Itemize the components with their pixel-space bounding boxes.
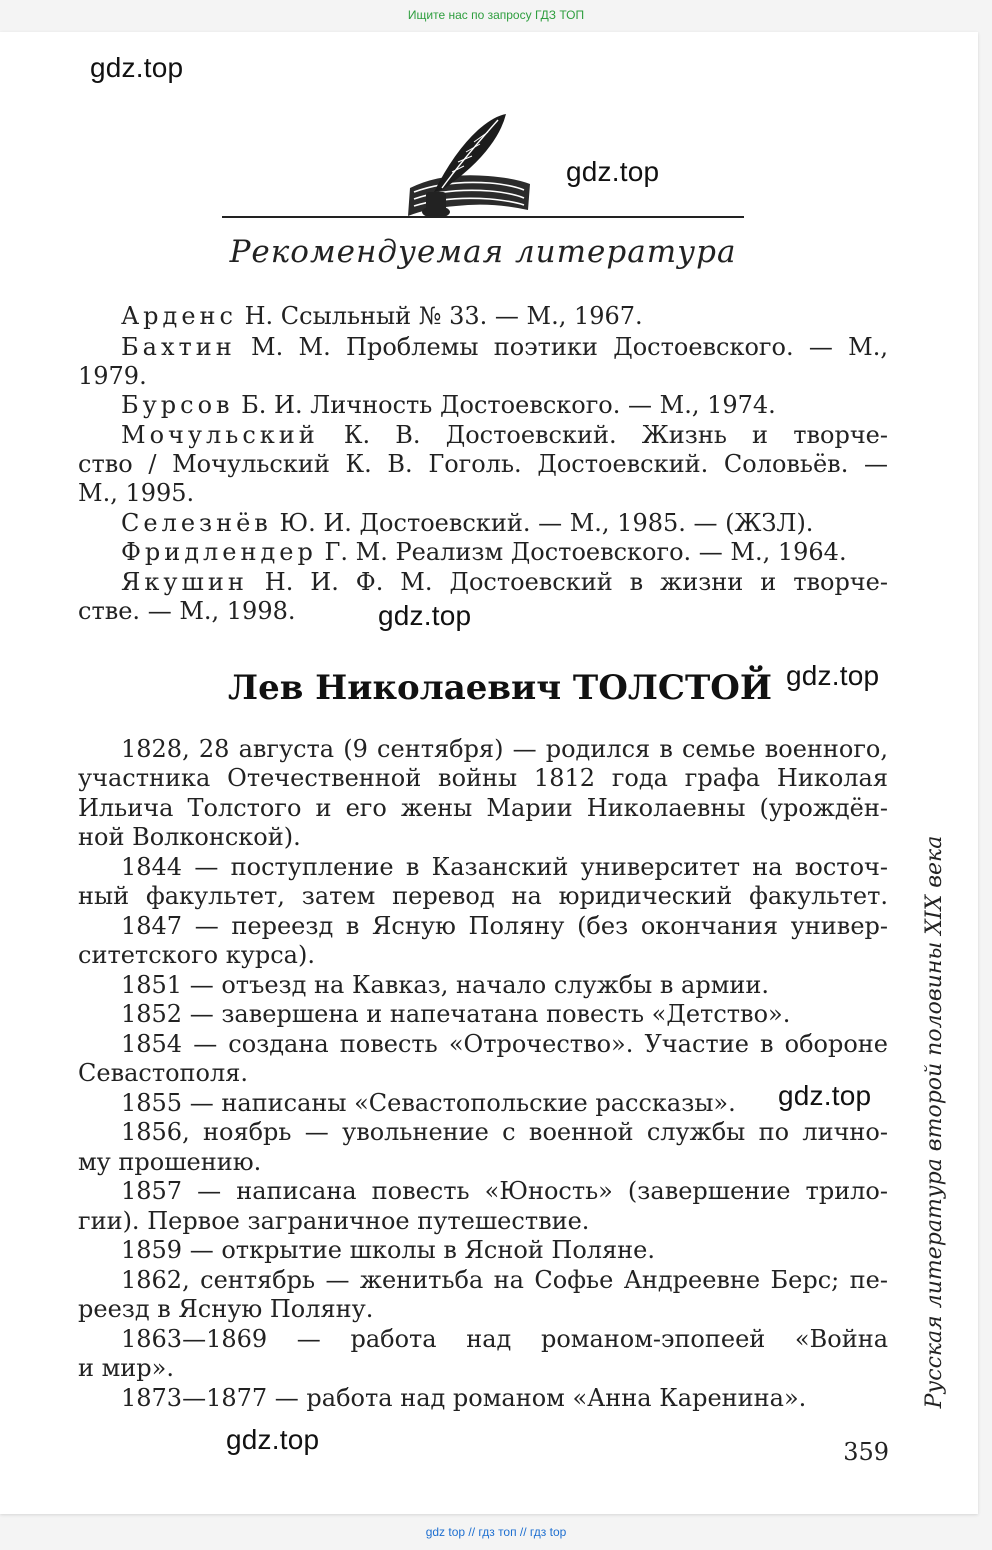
- chronology-line: 1828, 28 августа (9 сентября) — родился в семье военного,: [121, 735, 888, 763]
- chronology-line: реезд в Ясную Поляну.: [78, 1295, 374, 1323]
- chronology-line: гии). Первое заграничное путешествие.: [78, 1207, 590, 1235]
- chronology-line: 1863—1869 — работа над романом-эпопеей «Война: [121, 1325, 888, 1353]
- chronology-line: ный факультет, затем перевод на юридический факультет.: [78, 882, 888, 910]
- bibliography-entry: Селезнёв Ю. И. Достоевский. — М., 1985. — (ЖЗЛ).: [121, 509, 814, 537]
- chronology-line: Севастополя.: [78, 1059, 249, 1087]
- bibliography-entry: Фридлендер Г. М. Реализм Достоевского. — М., 1964.: [121, 538, 847, 566]
- chronology-line: 1856, ноябрь — увольнение с военной службы по лично-: [121, 1118, 888, 1146]
- page-number: 359: [843, 1438, 889, 1466]
- chronology-line: ситетского курса).: [78, 941, 315, 969]
- chronology-line: ной Волконской).: [78, 823, 301, 851]
- chronology-line: 1852 — завершена и напечатана повесть «Детство».: [121, 1000, 791, 1028]
- bibliography-entry: Бахтин М. М. Проблемы поэтики Достоевского. — М.,: [121, 333, 888, 361]
- watermark: gdz.top: [786, 660, 880, 691]
- section-title: Рекомендуемая литература: [229, 234, 737, 270]
- watermark: gdz.top: [566, 156, 660, 187]
- title-divider: [222, 216, 744, 218]
- bibliography-entry: Якушин Н. И. Ф. М. Достоевский в жизни и творче-: [121, 568, 888, 596]
- top-banner[interactable]: Ищите нас по запросу ГДЗ ТОП: [407, 8, 585, 22]
- chronology-line: и мир».: [78, 1354, 174, 1382]
- chronology-line: 1855 — написаны «Севастопольские рассказы».: [121, 1089, 736, 1117]
- chronology-line: участника Отечественной войны 1812 года графа Николая: [78, 764, 888, 792]
- chronology-line: 1851 — отъезд на Кавказ, начало службы в армии.: [121, 971, 769, 999]
- bibliography-entry: Мочульский К. В. Достоевский. Жизнь и творче-: [121, 421, 888, 449]
- chronology-line: 1862, сентябрь — женитьба на Софье Андреевне Берс; пе-: [121, 1266, 888, 1294]
- chronology-line: 1844 — поступление в Казанский университет на восточ-: [121, 853, 888, 881]
- watermark: gdz.top: [378, 600, 472, 631]
- chronology-line: 1873—1877 — работа над романом «Анна Каренина».: [121, 1384, 807, 1412]
- watermark: gdz.top: [226, 1424, 320, 1455]
- watermark: gdz.top: [90, 52, 184, 83]
- chronology-line: 1854 — создана повесть «Отрочество». Участие в обороне: [121, 1030, 888, 1058]
- bottom-links[interactable]: gdz top // гдз топ // гдз top: [425, 1525, 567, 1539]
- author-heading: Лев Николаевич ТОЛСТОЙ: [228, 668, 773, 708]
- bibliography-entry: М., 1995.: [78, 479, 195, 507]
- chronology-line: му прошению.: [78, 1148, 262, 1176]
- watermark: gdz.top: [778, 1080, 872, 1111]
- side-caption: Русская литература второй половины XIX века: [922, 835, 947, 1409]
- quill-and-books-icon: [402, 112, 536, 220]
- bibliography-entry: Бурсов Б. И. Личность Достоевского. — М., 1974.: [121, 391, 776, 419]
- chronology-line: 1847 — переезд в Ясную Поляну (без окончания универ-: [121, 912, 888, 940]
- chronology-line: 1859 — открытие школы в Ясной Поляне.: [121, 1236, 655, 1264]
- bibliography-entry: Арденс Н. Ссыльный № 33. — М., 1967.: [121, 302, 643, 330]
- bibliography-entry: стве. — М., 1998.: [78, 597, 296, 625]
- bibliography-entry: ство / Мочульский К. В. Гоголь. Достоевский. Соловьёв. —: [78, 450, 888, 478]
- chronology-line: 1857 — написана повесть «Юность» (завершение трило-: [121, 1177, 888, 1205]
- chronology-line: Ильича Толстого и его жены Марии Николаевны (урождён-: [78, 794, 888, 822]
- bibliography-entry: 1979.: [78, 362, 147, 390]
